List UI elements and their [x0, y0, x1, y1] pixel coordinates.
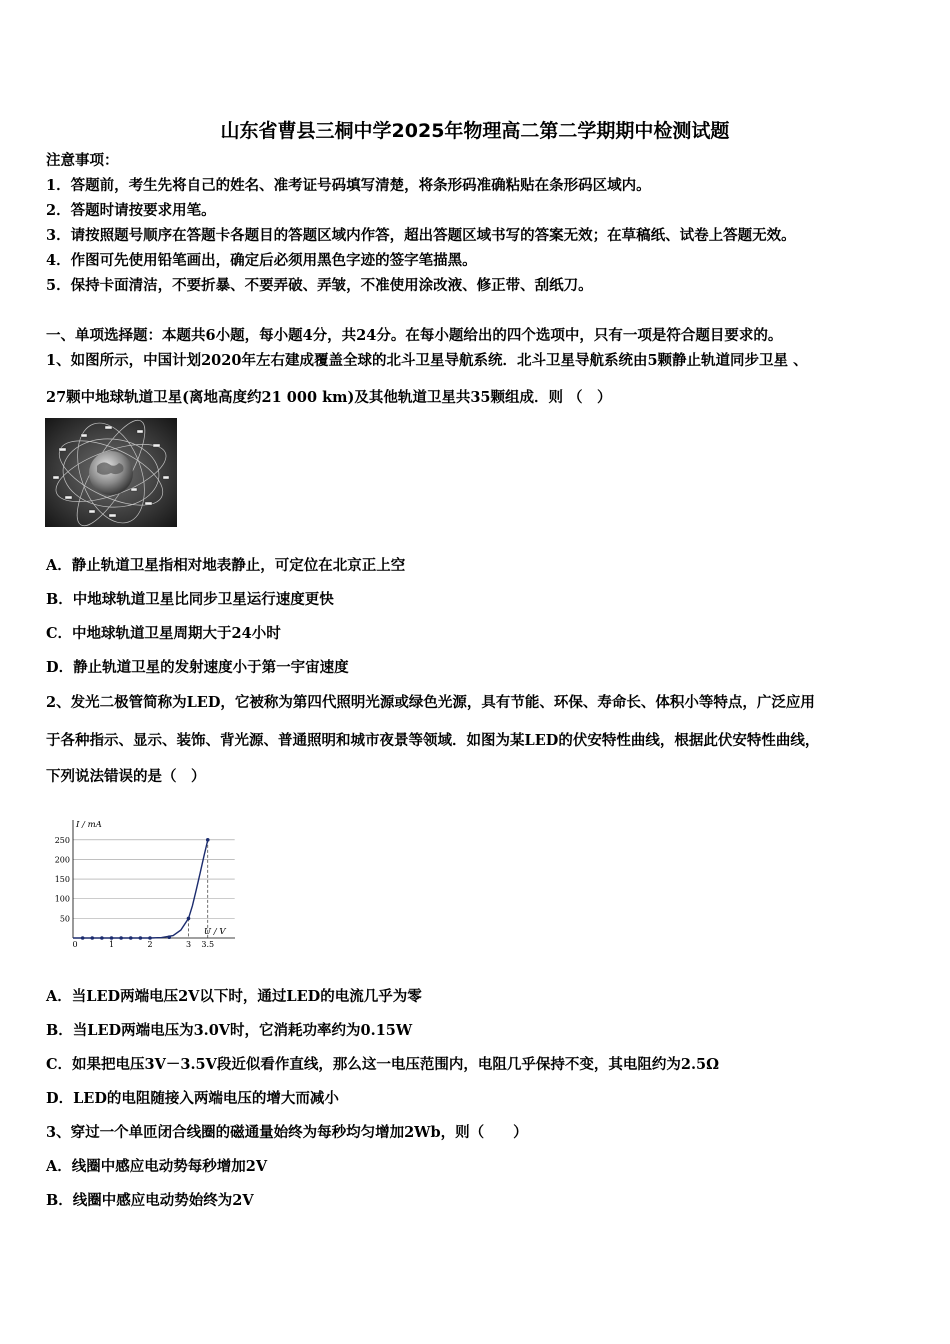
data-point [129, 936, 133, 940]
q3-option-b: B．线圈中感应电动势始终为2V [46, 1192, 254, 1209]
data-point [139, 936, 143, 940]
q3-stem: 3、穿过一个单匝闭合线圈的磁通量始终为每秒均匀增加2Wb，则（ ） [46, 1124, 528, 1141]
page-title: 山东省曹县三桐中学2025年物理高二第二学期期中检测试题 [220, 120, 730, 142]
y-tick-label: 50 [59, 914, 70, 924]
data-point [206, 838, 210, 842]
data-point [81, 936, 85, 940]
notice-item: 4．作图可先使用铅笔画出，确定后必须用黑色字迹的签字笔描黑。 [46, 252, 477, 269]
q2-option-b: B．当LED两端电压为3.0V时，它消耗功率约为0.15W [46, 1022, 413, 1039]
iv-chart-svg [55, 812, 235, 952]
data-point [119, 936, 123, 940]
q2-option-d: D．LED的电阻随接入两端电压的增大而减小 [46, 1090, 339, 1107]
data-point [167, 935, 171, 939]
notice-item: 5．保持卡面清洁，不要折暴、不要弄破、弄皱，不准使用涂改液、修正带、刮纸刀。 [46, 277, 593, 294]
led-iv-chart [55, 812, 235, 952]
iv-curve [73, 840, 208, 938]
q1-stem-line2: 27颗中地球轨道卫星(离地高度约21 000 km)及其他轨道卫星共35颗组成．则 （ ） [46, 389, 612, 406]
notice-item: 3．请按照题号顺序在答题卡各题目的答题区域内作答，超出答题区域书写的答案无效；在草稿纸、试卷上答题无效。 [46, 227, 796, 244]
q2-stem-line2: 于各种指示、显示、装饰、背光源、普通照明和城市夜景等领域．如图为某LED的伏安特性曲线，根据此伏安特性曲线， [46, 732, 820, 749]
q1-option-c: C．中地球轨道卫星周期大于24小时 [46, 625, 281, 642]
satellite-constellation-image [45, 418, 177, 527]
y-tick-label: 100 [55, 894, 70, 904]
q2-option-c: C．如果把电压3V－3.5V段近似看作直线，那么这一电压范围内，电阻几乎保持不变，其电阻约为2.5Ω [46, 1056, 719, 1073]
section-heading: 一、单项选择题：本题共6小题，每小题4分，共24分。在每小题给出的四个选项中，只有一项是符合题目要求的。 [46, 327, 783, 344]
y-tick-label: 150 [55, 875, 70, 885]
q3-option-a: A．线圈中感应电动势每秒增加2V [46, 1158, 268, 1175]
data-point [90, 936, 94, 940]
data-point [100, 936, 104, 940]
data-point [187, 917, 191, 921]
x-tick-label: 0 [72, 940, 78, 949]
notice-heading: 注意事项： [46, 152, 119, 169]
x-tick-label: 2 [147, 940, 153, 949]
notice-item: 1．答题前，考生先将自己的姓名、准考证号码填写清楚，将条形码准确粘贴在条形码区域内。 [46, 177, 651, 194]
x-tick-label: 1 [108, 940, 115, 949]
q1-option-a: A．静止轨道卫星指相对地表静止，可定位在北京正上空 [46, 557, 406, 574]
y-tick-label: 200 [55, 855, 70, 865]
q2-option-a: A．当LED两端电压2V以下时，通过LED的电流几乎为零 [46, 988, 422, 1005]
y-axis-label: I / mA [76, 820, 102, 830]
notice-item: 2．答题时请按要求用笔。 [46, 202, 216, 219]
x-tick-label: 3 [185, 940, 192, 949]
q2-stem-line1: 2、发光二极管简称为LED，它被称为第四代照明光源或绿色光源，具有节能、环保、寿命长、体积小等特点，广泛应用 [46, 694, 815, 711]
q1-option-b: B．中地球轨道卫星比同步卫星运行速度更快 [46, 591, 334, 608]
x-tick-label: 3.5 [201, 940, 215, 949]
x-axis-label: U / V [203, 927, 226, 937]
q2-stem-line3: 下列说法错误的是（ ） [46, 768, 206, 785]
y-tick-label: 250 [55, 835, 70, 845]
q1-stem-line1: 1、如图所示，中国计划2020年左右建成覆盖全球的北斗卫星导航系统．北斗卫星导航系统由5颗静止轨道同步卫星 、 [46, 352, 808, 369]
q1-option-d: D．静止轨道卫星的发射速度小于第一宇宙速度 [46, 659, 349, 676]
